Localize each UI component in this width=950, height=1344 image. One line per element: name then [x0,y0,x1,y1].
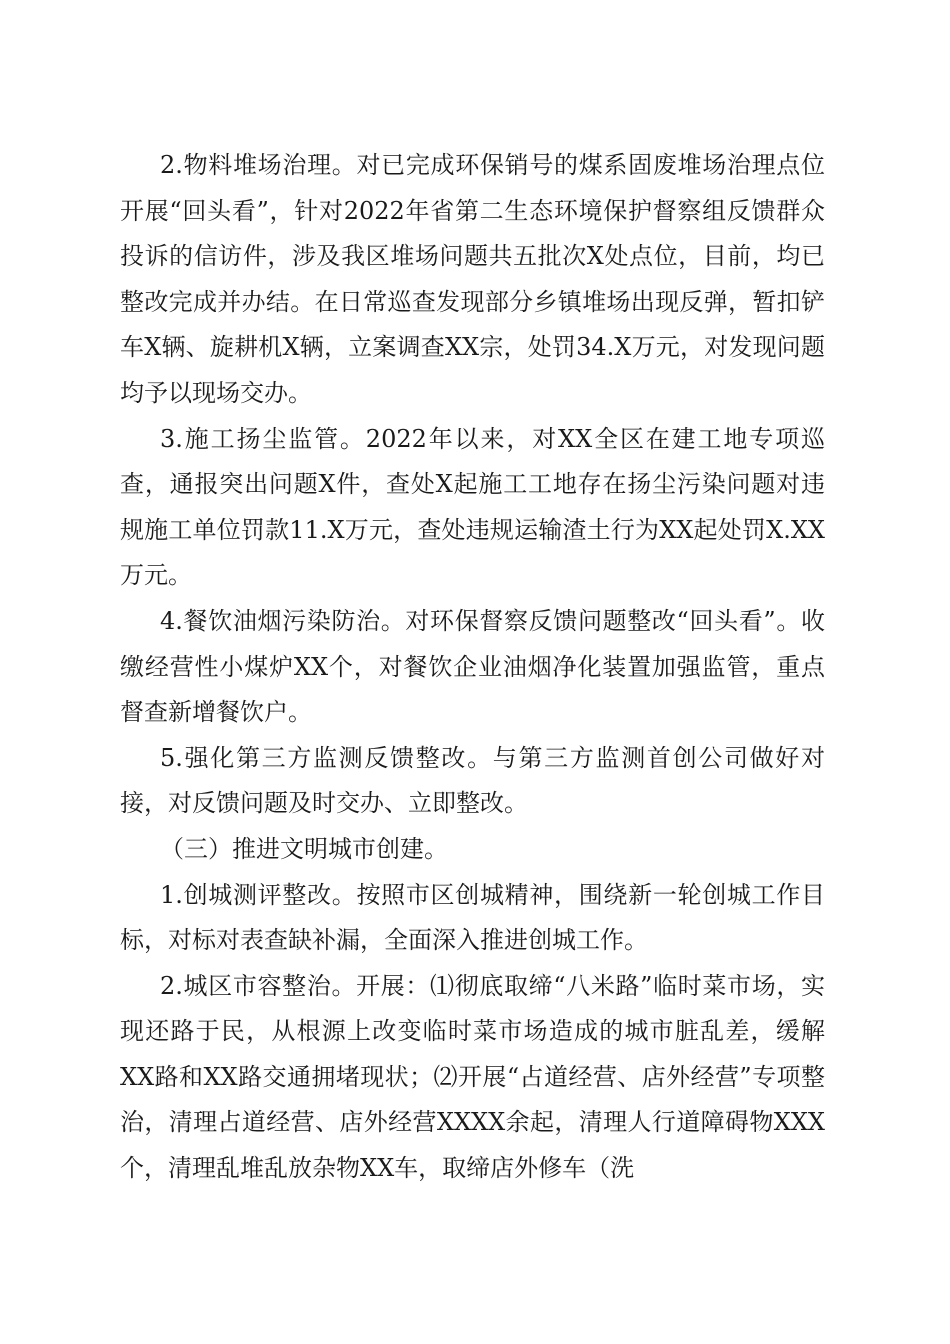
section-heading: （三）推进文明城市创建。 [160,834,448,863]
paragraph-city-appearance: 2.城区市容整治。开展：⑴彻底取缔“八米路”临时菜市场，实现还路于民，从根源上改变临时菜市场造成的城市脏乱差，缓解XX路和XX路交通拥堵现状；⑵开展“占道经营、店外经营”专项整治，清理占道经营、店外经营XXXX余起，清理人行道障碍物XXX个，清理乱堆乱放杂物XX车，取缔店外修车（洗 [120,971,825,1183]
document-body [120,143,825,1192]
paragraph-catering-fumes: 4.餐饮油烟污染防治。对环保督察反馈问题整改“回头看”。收缴经营性小煤炉XX个，对餐饮企业油烟净化装置加强监管，重点督查新增餐饮户。 [120,606,825,727]
paragraph-construction-dust: 3.施工扬尘监管。2022年以来，对XX全区在建工地专项巡查，通报突出问题X件，查处X起施工工地存在扬尘污染问题对违规施工单位罚款11.X万元，查处违规运输渣土行为XX起处罚X.XX万元。 [120,424,825,590]
paragraph-material-yard: 2.物料堆场治理。对已完成环保销号的煤系固废堆场治理点位开展“回头看”，针对2022年省第二生态环境保护督察组反馈群众投诉的信访件，涉及我区堆场问题共五批次X处点位，目前，均已整改完成并办结。在日常巡查发现部分乡镇堆场出现反弹，暂扣铲车X辆、旋耕机X辆，立案调查XX宗，处罚34.X万元，对发现问题均予以现场交办。 [120,151,825,407]
paragraph-city-evaluation: 1.创城测评整改。按照市区创城精神，围绕新一轮创城工作目标，对标对表查缺补漏，全面深入推进创城工作。 [120,880,825,955]
paragraph-third-party-monitoring: 5.强化第三方监测反馈整改。与第三方监测首创公司做好对接，对反馈问题及时交办、立即整改。 [120,743,825,818]
